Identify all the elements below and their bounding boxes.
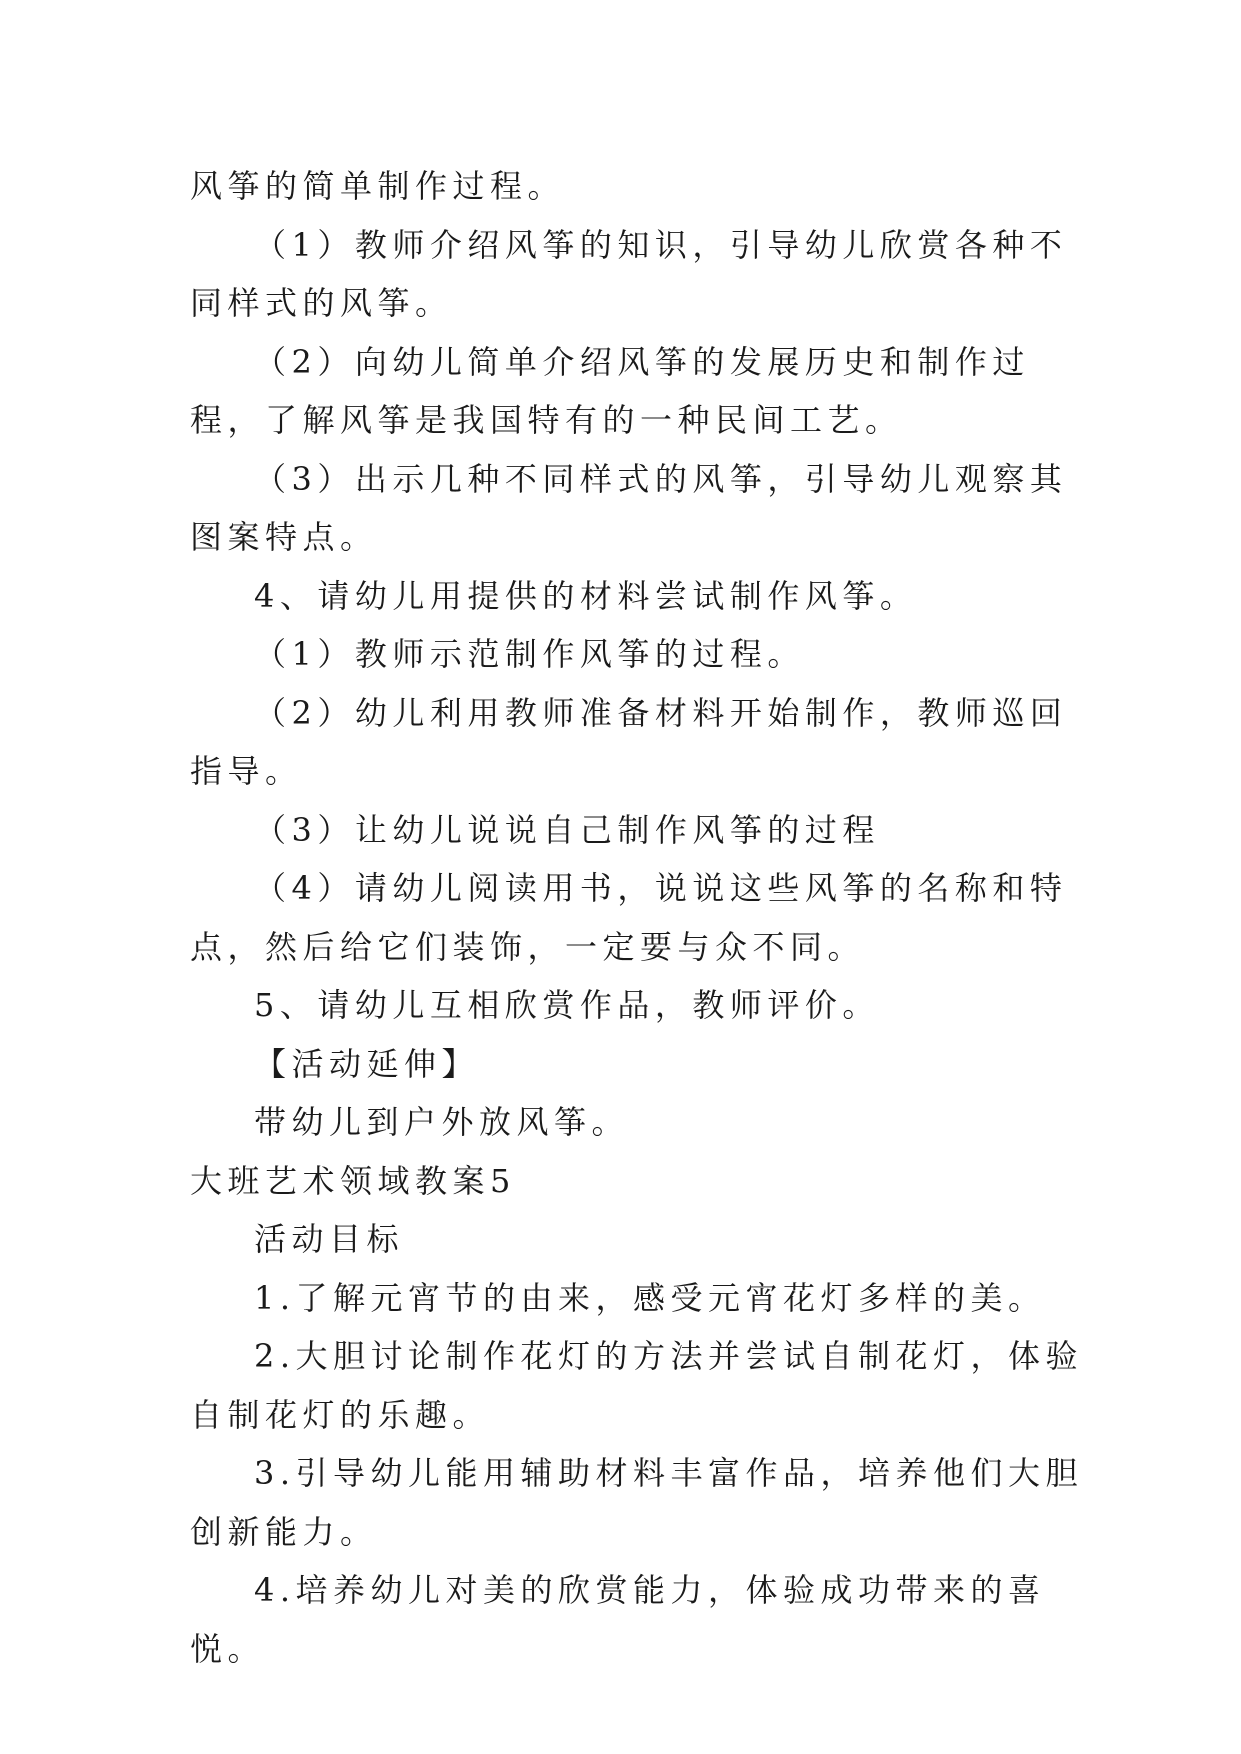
section-heading-goals: 活动目标 <box>254 1220 405 1258</box>
paragraph-step-3-2: （2）向幼儿简单介绍风筝的发展历史和制作过程，了解风筝是我国特有的一种民间工艺。 <box>190 342 1030 439</box>
paragraph-step-4-4: （4）请幼儿阅读用书，说说这些风筝的名称和特点，然后给它们装饰，一定要与众不同。 <box>190 869 1068 966</box>
goal-item-2: 2.大胆讨论制作花灯的方法并尝试自制花灯，体验自制花灯的乐趣。 <box>190 1337 1084 1434</box>
paragraph-step-4: 4、请幼儿用提供的材料尝试制作风筝。 <box>254 576 918 615</box>
paragraph-step-3-1: （1）教师介绍风筝的知识，引导幼儿欣赏各种不同样式的风筝。 <box>190 225 1068 322</box>
goal-item-3: 3.引导幼儿能用辅助材料丰富作品，培养他们大胆创新能力。 <box>190 1454 1084 1551</box>
document-body <box>190 157 1090 1678</box>
paragraph-extension: 带幼儿到户外放风筝。 <box>254 1103 630 1141</box>
section-heading-extension: 【活动延伸】 <box>254 1044 480 1083</box>
lesson-title: 大班艺术领域教案5 <box>190 1161 516 1200</box>
paragraph-step-4-3: （3）让幼儿说说自己制作风筝的过程 <box>254 810 880 849</box>
paragraph-step-4-1: （1）教师示范制作风筝的过程。 <box>254 635 805 673</box>
goal-item-4: 4.培养幼儿对美的欣赏能力，体验成功带来的喜悦。 <box>190 1571 1046 1668</box>
paragraph-step-3-3: （3）出示几种不同样式的风筝，引导幼儿观察其图案特点。 <box>190 459 1068 556</box>
paragraph-step-5: 5、请幼儿互相欣赏作品，教师评价。 <box>254 986 880 1024</box>
paragraph-step-4-2: （2）幼儿利用教师准备材料开始制作，教师巡回指导。 <box>190 693 1068 790</box>
goal-item-1: 1.了解元宵节的由来，感受元宵花灯多样的美。 <box>254 1278 1046 1317</box>
paragraph-continuation: 风筝的简单制作过程。 <box>190 167 566 205</box>
